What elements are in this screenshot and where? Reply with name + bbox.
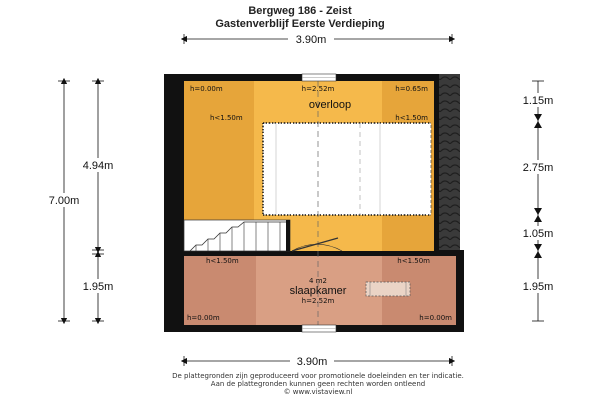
right-dim-2: 2.75m — [522, 162, 554, 174]
top-dimension — [184, 32, 452, 46]
right-dim-3: 1.05m — [522, 228, 554, 240]
left-upper-dimension — [74, 81, 122, 250]
overloop-h-top-right: h=0.65m — [395, 85, 428, 93]
copyright: © www.vistaview.nl — [283, 388, 353, 396]
slaapkamer-height: h=2.52m — [301, 297, 335, 305]
left-total-label: 7.00m — [48, 195, 80, 207]
top-width-label: 3.90m — [295, 34, 327, 46]
disclaimer-line-2: Aan de plattegronden kunnen geen rechten worden ontleend — [210, 380, 426, 388]
title-address: Bergweg 186 - Zeist — [248, 5, 352, 17]
right-dim-1: 1.15m — [522, 95, 554, 107]
bottom-dimension — [184, 354, 452, 368]
staircase — [184, 220, 290, 251]
slaapkamer-h-top-right: h<1.50m — [397, 257, 430, 265]
left-lower-label: 1.95m — [82, 281, 114, 293]
slaapkamer-label: slaapkamer — [289, 285, 347, 297]
left-lower-dimension — [74, 254, 122, 321]
slaapkamer-h-top-left: h<1.50m — [206, 257, 239, 265]
slaapkamer-h-bottom-right: h=0.00m — [419, 314, 452, 322]
overloop-h-mid-right: h<1.50m — [395, 114, 428, 122]
right-dimensions — [514, 81, 562, 321]
skylight — [366, 282, 410, 296]
window-top — [302, 74, 336, 81]
bottom-width-label: 3.90m — [296, 356, 328, 368]
slaapkamer-area: 4 m2 — [309, 277, 327, 285]
overloop-h-top-center: h=2.52m — [301, 85, 335, 93]
disclaimer-line-1: De plattegronden zijn geproduceerd voor promotionele doeleinden en ter indicatie. — [172, 372, 464, 380]
window-bottom — [302, 325, 336, 332]
overloop-h-top-left: h=0.00m — [190, 85, 223, 93]
overloop-h-mid-left: h<1.50m — [210, 114, 243, 122]
right-dim-4: 1.95m — [522, 281, 554, 293]
slaapkamer-h-bottom-left: h=0.00m — [187, 314, 220, 322]
title-floor: Gastenverblijf Eerste Verdieping — [215, 18, 385, 30]
roof-tiles — [438, 74, 460, 250]
left-upper-label: 4.94m — [82, 160, 114, 172]
stair-opening — [263, 123, 431, 215]
overloop-label: overloop — [308, 99, 352, 111]
